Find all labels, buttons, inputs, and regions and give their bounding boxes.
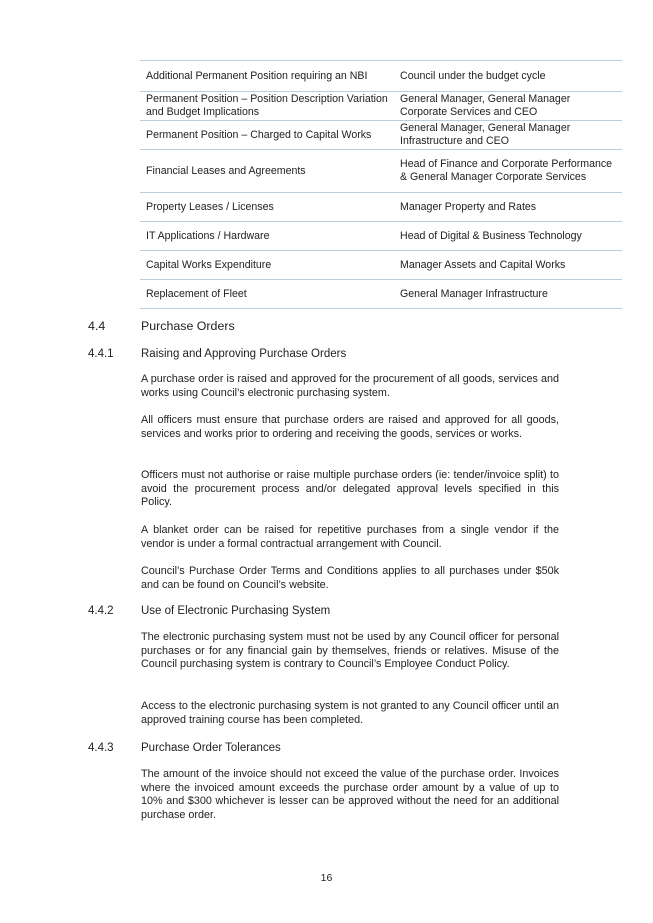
paragraph: A purchase order is raised and approved for the procurement of all goods, services and works using Council’s electronic purchasing system. — [141, 373, 559, 399]
table-cell-item: Capital Works Expenditure — [140, 251, 394, 280]
table-cell-item: Replacement of Fleet — [140, 280, 394, 309]
paragraph: Access to the electronic purchasing system is not granted to any Council officer until an approved training course has been completed. — [141, 700, 559, 726]
section-number: 4.4 — [88, 319, 106, 333]
paragraph: A blanket order can be raised for repetitive purchases from a single vendor if the vendor is under a formal contractual arrangement with Council. — [141, 524, 559, 550]
table-cell-item: IT Applications / Hardware — [140, 222, 394, 251]
section-number: 4.4.1 — [88, 348, 114, 360]
table-row — [140, 222, 622, 251]
table-cell-item: Property Leases / Licenses — [140, 193, 394, 222]
table-cell-authority: General Manager, General Manager Corporate Services and CEO — [394, 92, 622, 121]
page-number: 16 — [320, 872, 333, 884]
section-number: 4.4.2 — [88, 605, 114, 617]
paragraph: The electronic purchasing system must not be used by any Council officer for personal purchases or for any financial gain by themselves, friends or relatives. Misuse of the Council purchasing system is contrary to Council’s Employee Conduct Policy. — [141, 631, 559, 671]
table-cell-authority: General Manager Infrastructure — [394, 280, 622, 309]
delegation-table — [140, 60, 622, 309]
paragraph: The amount of the invoice should not exceed the value of the purchase order. Invoices where the invoiced amount exceeds the purchase order amount by a value of up to 10% and $300 whichever is lesser can be approved without the need for an additional purchase order. — [141, 768, 559, 821]
table-cell-authority: Head of Digital & Business Technology — [394, 222, 622, 251]
paragraph: Council’s Purchase Order Terms and Conditions applies to all purchases under $50k and can be found on Council’s website. — [141, 565, 559, 591]
table-row — [140, 251, 622, 280]
table-row — [140, 193, 622, 222]
table-cell-item: Permanent Position – Charged to Capital Works — [140, 121, 394, 150]
paragraph: All officers must ensure that purchase orders are raised and approved for all goods, services and works prior to ordering and receiving the goods, services or works. — [141, 414, 559, 440]
table-cell-authority: Head of Finance and Corporate Performance & General Manager Corporate Services — [394, 150, 622, 193]
table-row — [140, 121, 622, 150]
section-title: Purchase Order Tolerances — [141, 742, 281, 754]
table-cell-item: Permanent Position – Position Description Variation and Budget Implications — [140, 92, 394, 121]
table-row — [140, 150, 622, 193]
table-cell-item: Financial Leases and Agreements — [140, 150, 394, 193]
table-cell-item: Additional Permanent Position requiring an NBI — [140, 61, 394, 92]
paragraph: Officers must not authorise or raise multiple purchase orders (ie: tender/invoice split) to avoid the procurement process and/or delegated approval levels specified in this Policy. — [141, 469, 559, 509]
table-row — [140, 92, 622, 121]
table-row — [140, 280, 622, 309]
section-title: Use of Electronic Purchasing System — [141, 605, 331, 617]
table-row — [140, 61, 622, 92]
table-cell-authority: Manager Assets and Capital Works — [394, 251, 622, 280]
table-cell-authority: Council under the budget cycle — [394, 61, 622, 92]
section-number: 4.4.3 — [88, 742, 114, 754]
section-title: Purchase Orders — [141, 319, 235, 333]
table-cell-authority: Manager Property and Rates — [394, 193, 622, 222]
table-cell-authority: General Manager, General Manager Infrastructure and CEO — [394, 121, 622, 150]
section-title: Raising and Approving Purchase Orders — [141, 348, 347, 360]
